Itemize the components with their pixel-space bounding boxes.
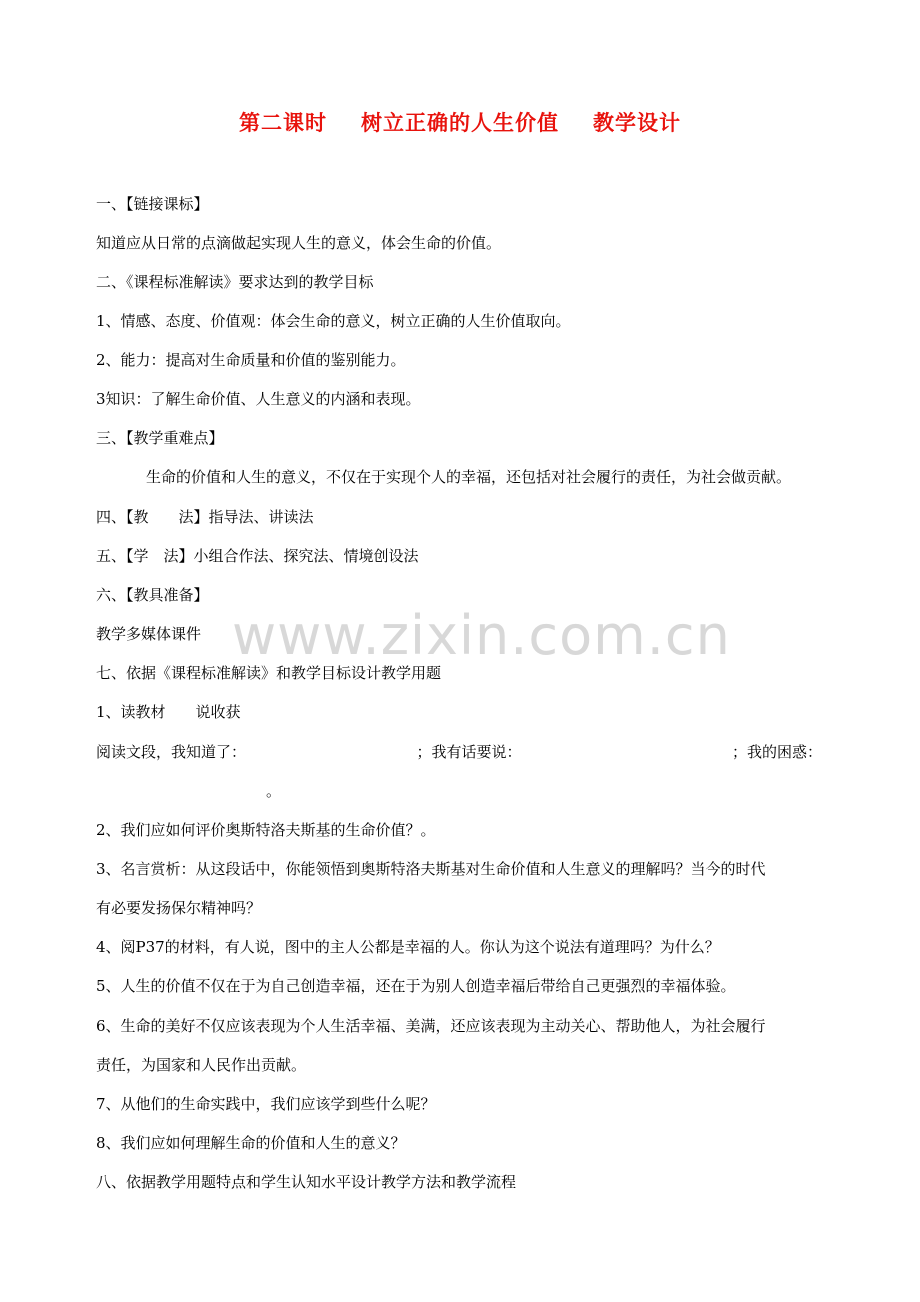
fill-in-confused: ；我的困惑： [731,743,822,761]
question-item: 4、阅P37的材料，有人说，图中的主人公都是幸福的人。你认为这个说法有道理吗？为什么？ [96,938,720,956]
question-item-continued: 责任，为国家和人民作出贡献。 [96,1056,307,1074]
fill-in-known: 阅读文段，我知道了： [96,743,247,761]
paragraph: 生命的价值和人生的意义，不仅在于实现个人的幸福，还包括对社会履行的责任，为社会做贡献。 [146,468,792,486]
question-item: 3、名言赏析：从这段话中，你能领悟到奥斯特洛夫斯基对生命价值和人生意义的理解吗？当今的时代 [96,860,766,878]
title-design: 教学设计 [593,111,681,135]
question-item: 5、人生的价值不仅在于为自己创造幸福，还在于为别人创造幸福后带给自己更强烈的幸福体验。 [96,977,736,995]
question-item: 1、读教材 说收获 [96,703,241,721]
fill-in-row [96,742,831,762]
objective-item: 3知识：了解生命价值、人生意义的内涵和表现。 [96,390,421,408]
fill-in-end: 。 [266,782,282,800]
section-heading-5: 五、【学 法】小组合作法、探究法、情境创设法 [96,547,419,565]
page-title [0,107,920,137]
question-item: 7、从他们的生命实践中，我们应该学到些什么呢？ [96,1095,436,1113]
section-heading-8: 八、依据教学用题特点和学生认知水平设计教学方法和教学流程 [96,1173,517,1191]
question-item: 6、生命的美好不仅应该表现为个人生活幸福、美满，还应该表现为主动关心、帮助他人，为社会履行 [96,1017,766,1035]
objective-item: 2、能力：提高对生命质量和价值的鉴别能力。 [96,351,406,369]
paragraph: 教学多媒体课件 [96,625,202,643]
paragraph: 知道应从日常的点滴做起实现人生的意义，体会生命的价值。 [96,234,502,252]
section-heading-3: 三、【教学重难点】 [96,429,224,447]
section-heading-2: 二、《课程标准解读》要求达到的教学目标 [96,273,374,291]
section-heading-1: 一、【链接课标】 [96,195,209,213]
watermark: www.zixin.com.cn [232,604,731,667]
section-heading-6: 六、【教具准备】 [96,586,209,604]
section-heading-4: 四、【教 法】指导法、讲读法 [96,508,314,526]
question-item-continued: 有必要发扬保尔精神吗？ [96,899,262,917]
section-heading-7: 七、依据《课程标准解读》和教学目标设计教学用题 [96,664,442,682]
title-topic: 树立正确的人生价值 [361,111,559,135]
question-item: 2、我们应如何评价奥斯特洛夫斯基的生命价值？。 [96,821,436,839]
question-item: 8、我们应如何理解生命的价值和人生的意义？ [96,1134,406,1152]
title-lesson: 第二课时 [239,111,327,135]
objective-item: 1、情感、态度、价值观：体会生命的意义，树立正确的人生价值取向。 [96,312,571,330]
fill-in-say: ；我有话要说： [416,743,522,761]
